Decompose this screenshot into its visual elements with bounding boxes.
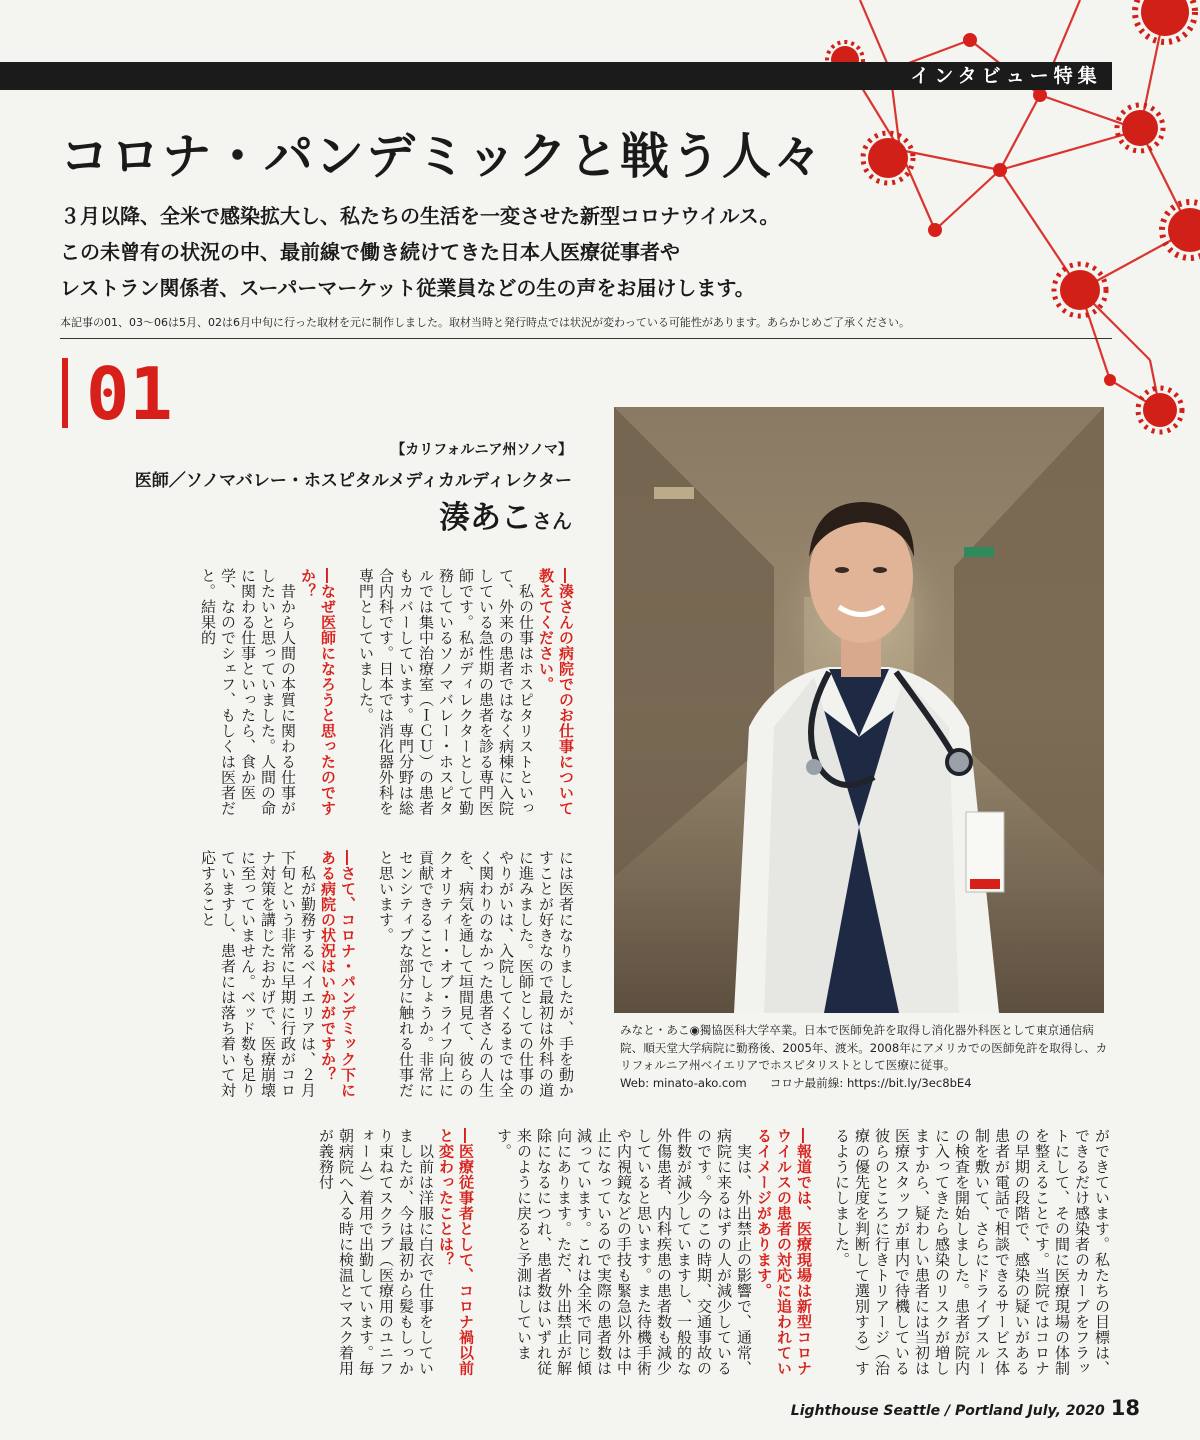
body-row-3 — [58, 1128, 1112, 1390]
question-heading: ―湊さんの病院でのお仕事について教えてください。 — [537, 568, 575, 816]
interviewee-role: 医師／ソノマバレー・ホスピタルメディカルディレクター — [134, 471, 572, 491]
body-row-1 — [58, 568, 576, 830]
answer-text: 私が勤務するベイエリアは、２月下旬という非常に早期に行政がコロナ対策を講じたおかげで、医療崩壊に至っていません。ベッド数も足りていますし、患者には落ち着いて対応すること — [199, 850, 317, 1098]
lead-line: この未曾有の状況の中、最前線で働き続けてきた日本人医療従事者や — [60, 240, 680, 264]
page-title: コロナ・パンデミックと戦う人々 — [60, 128, 825, 185]
answer-text: ができています。私たちの目標は、できるだけ感染者のカーブをフラットにして、その間に医療現場の体制を整えることです。当院ではコロナの早期の段階で、感染の疑いがある患者が電話で相談できるサービス体制を敷いて、さらにドライブスルーの検査を開始しました。患者が院内に入ってきたら感染のリスクが増しますから、疑わしい患者には当初は医療スタッフが車内で待機している彼らのところに行きトリアージ（治療の優先度を判断して選別する）するようにしました。 — [833, 1128, 1111, 1376]
caption-web: Web: minato-ako.com コロナ最前線: https://bit.ly/3ec8bE4 — [620, 1075, 972, 1090]
question-heading: ―なぜ医師になろうと思ったのですか？ — [299, 568, 337, 816]
interviewee-name — [439, 492, 572, 537]
editorial-note: 本記事の01、03〜06は5月、02は6月中旬に行った取材を元に制作しました。取材当時と発行時点では状況が変わっている可能性があります。あらかじめご了承ください。 — [60, 316, 910, 329]
interviewee-location: 【カリフォルニア州ソノマ】 — [391, 442, 572, 458]
name-text: 湊あこ — [439, 500, 532, 536]
photo-caption — [620, 1022, 1112, 1092]
page-number: 18 — [1110, 1396, 1140, 1420]
article-number-bar — [62, 358, 68, 428]
answer-text: には医者になりましたが、手を動かすことが好きなので最初は外科の道に進みました。医師としての仕事のやりがいは、入院してくるまでは全く関わりのなかった患者さんの人生を、病気を通して垣間見て、彼らのクオリティー・オブ・ライフ向上に貢献できることでしょうか。非常にセンシティブな部分に触れる仕事だと思います。 — [377, 850, 575, 1098]
lead-line: レストラン関係者、スーパーマーケット従業員などの生の声をお届けします。 — [60, 276, 755, 300]
divider — [60, 338, 1112, 339]
answer-text: 私の仕事はホスピタリストといって、外来の患者ではなく病棟に入院している急性期の患者を診る専門医師です。私がディレクターとして勤務しているソノマバレー・ホスピタルでは集中治療室（ＩＣＵ）の患者もカバーしています。専門分野は総合内科です。日本では消化器外科を専門としていました。 — [357, 568, 535, 816]
question-heading: ―報道では、医療現場は新型コロナウイルスの患者の対応に追われているイメージがあります。 — [755, 1128, 813, 1376]
publication-name: Lighthouse Seattle / Portland July, 2020 — [790, 1403, 1105, 1419]
answer-text: 以前は洋服に白衣で仕事をしていましたが、今は最初から髪もしっかり束ねてスクラブ（医療用のユニフォーム）着用で出勤しています。毎朝病院へ入る時に検温とマスク着用が義務付 — [317, 1128, 435, 1376]
article-number: 01 — [86, 352, 173, 436]
page-footer — [791, 1396, 1140, 1420]
answer-text: 昔から人間の本質に関わる仕事がしたいと思っていました。人間の命に関わる仕事といったら、食か医学、なのでシェフ、もしくは医者だと。結果的 — [199, 568, 297, 816]
question-heading: ―さて、コロナ・パンデミック下にある病院の状況はいかがですか？ — [319, 850, 357, 1098]
lead-paragraph — [60, 198, 779, 306]
question-heading: ―医療従事者として、コロナ禍以前と変わったことは？ — [437, 1128, 475, 1376]
name-honorific: さん — [532, 509, 572, 533]
caption-bio: みなと・あこ◉獨協医科大学卒業。日本で医師免許を取得し消化器外科医として東京通信病院、順天堂大学病院に勤務後、2005年、渡米。2008年にアメリカでの医師免許を取得し、カリフォルニア州ベイエリアでホスピタリストとして医療に従事。 — [620, 1023, 1108, 1072]
doctor-portrait-photo — [614, 407, 1104, 1013]
body-row-2 — [58, 850, 576, 1112]
answer-text: 実は、外出禁止の影響で、通常、病院に来るはずの人が減少しているのです。今のこの時期、交通事故の件数が減少していますし、一般的な外傷患者、内科疾患の患者数も減少していると思います。また待機手術や内視鏡などの手技も緊急以外は中止になっているので実際の患者数は減っています。これは全米で同じ傾向にあります。ただ、外出禁止が解除になるにつれ、患者数はいずれ従来のように戻ると予測はしています。 — [495, 1128, 753, 1376]
lead-line: ３月以降、全米で感染拡大し、私たちの生活を一変させた新型コロナウイルス。 — [60, 204, 780, 228]
feature-tag: インタビュー特集 — [910, 65, 1102, 87]
